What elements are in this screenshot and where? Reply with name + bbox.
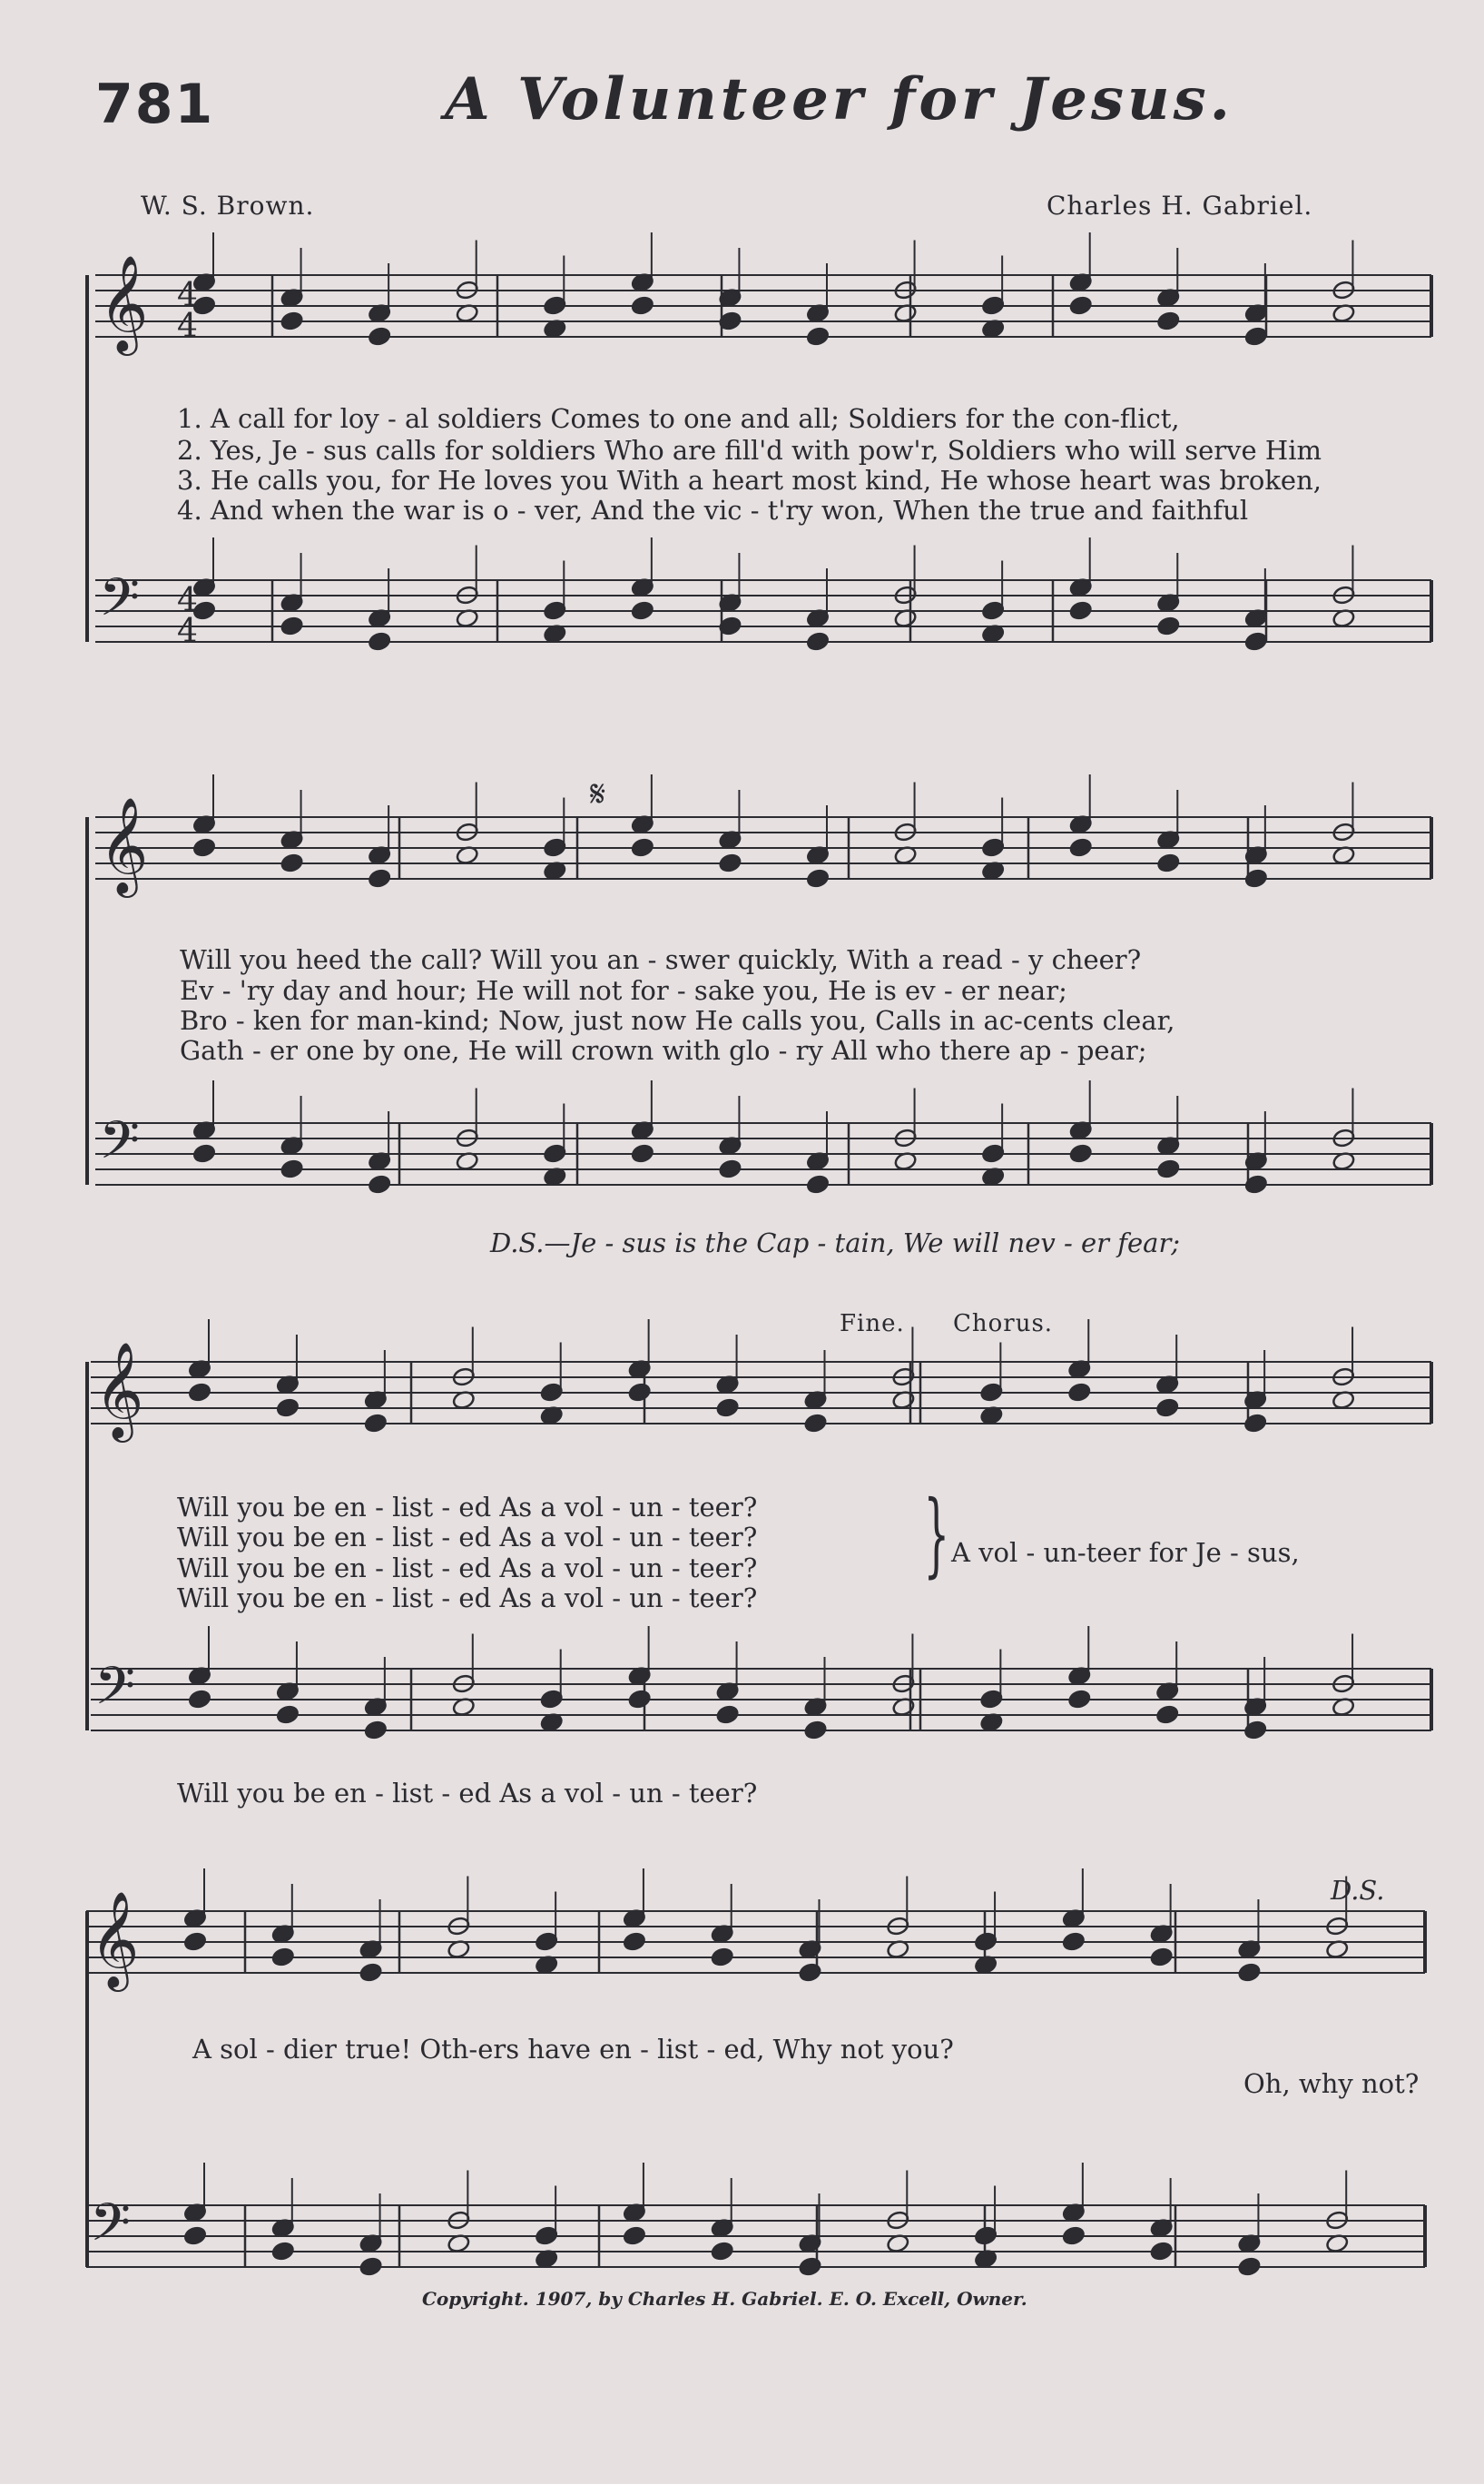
clef-symbol: 4 <box>177 582 198 619</box>
verse-4-line: 4. And when the war is o - ver, And the vic - t'ry won, When the true and faithful <box>177 495 1249 526</box>
chorus-lyric-line: A vol - un-teer for Je - sus, <box>951 1537 1300 1568</box>
clef-symbol: 𝄢 <box>99 567 141 641</box>
verse-2-line: Ev - 'ry day and hour; He will not for - sake you, He is ev - er near; <box>180 975 1067 1006</box>
note-head <box>623 1931 646 1952</box>
note-head <box>715 1704 739 1725</box>
note-head <box>806 326 830 347</box>
note-head <box>631 295 654 316</box>
note-head <box>280 616 303 636</box>
hymn-number: 781 <box>95 73 215 136</box>
copyright-notice: Copyright. 1907, by Charles H. Gabriel. E. O. Excell, Owner. <box>422 2288 1027 2310</box>
fine-label: Fine. <box>840 1310 905 1337</box>
note-head <box>718 1158 742 1179</box>
note-head <box>368 1174 391 1195</box>
verse-brace: } <box>923 1481 950 1587</box>
ds-lyric-line: D.S.—Je - sus is the Cap - tain, We will nev - er fear; <box>490 1227 1181 1258</box>
note-head <box>1156 310 1180 331</box>
note-head <box>1156 1158 1180 1179</box>
verse-1-line: Will you heed the call? Will you an - swer quickly, With a read - y cheer? <box>180 944 1142 975</box>
note-head <box>628 1689 652 1710</box>
note-head <box>1069 1143 1093 1164</box>
verse-4-line: Gath - er one by one, He will crown with glo - ry All who there ap - pear; <box>180 1035 1147 1066</box>
note-head <box>806 1174 830 1195</box>
note-head <box>1069 600 1093 621</box>
final-lyric-line: A sol - dier true! Oth-ers have en - list - ed, Why not you? <box>192 2034 954 2065</box>
note-head <box>718 853 742 873</box>
hymn-title: A Volunteer for Jesus. <box>445 65 1233 133</box>
segno-sign: 𝄋 <box>590 774 606 815</box>
note-head <box>188 1689 211 1710</box>
note-head <box>631 600 654 621</box>
verse-3-line: Will you be en - list - ed As a vol - un - teer? <box>177 1552 758 1583</box>
note-head <box>806 868 830 889</box>
note-head <box>364 1413 388 1434</box>
note-head <box>192 837 216 858</box>
note-head <box>188 1382 211 1403</box>
note-head <box>280 1158 303 1179</box>
verse-3-line: 3. He calls you, for He loves you With a heart most kind, He whose heart was broken, <box>177 465 1322 496</box>
verse-3-line: Bro - ken for man-kind; Now, just now He calls you, Calls in ac-cents clear, <box>180 1005 1175 1036</box>
note-head <box>1156 616 1180 636</box>
clef-symbol: 𝄞 <box>99 254 149 351</box>
note-head <box>1069 837 1093 858</box>
clef-symbol: 4 <box>177 613 198 650</box>
note-head <box>1237 2256 1261 2277</box>
chorus-label: Chorus. <box>953 1310 1054 1337</box>
note-head <box>359 1962 382 1983</box>
note-head <box>798 2256 821 2277</box>
note-head <box>183 2225 207 2246</box>
note-head <box>803 1413 827 1434</box>
note-head <box>271 2241 295 2262</box>
note-head <box>364 1720 388 1740</box>
clef-symbol: 𝄞 <box>90 1890 140 1987</box>
note-head <box>803 1720 827 1740</box>
clef-symbol: 𝄢 <box>94 1655 136 1730</box>
note-head <box>711 1947 734 1967</box>
ds-label: D.S. <box>1331 1875 1385 1906</box>
note-head <box>1156 853 1180 873</box>
note-head <box>798 1962 821 1983</box>
note-head <box>271 1947 295 1967</box>
echo-lyric: Oh, why not? <box>1243 2068 1420 2099</box>
note-head <box>276 1397 300 1418</box>
note-head <box>631 1143 654 1164</box>
note-head <box>1067 1382 1091 1403</box>
note-head <box>1069 295 1093 316</box>
note-head <box>1067 1689 1091 1710</box>
note-head <box>192 1143 216 1164</box>
note-head <box>631 837 654 858</box>
note-head <box>1244 631 1268 652</box>
bass-lyric-line: Will you be en - list - ed As a vol - un - teer? <box>177 1778 758 1809</box>
note-head <box>1062 1931 1086 1952</box>
note-head <box>368 631 391 652</box>
verse-2-line: 2. Yes, Je - sus calls for soldiers Who are fill'd with pow'r, Soldiers who will serve Him <box>177 435 1322 466</box>
clef-symbol: 𝄢 <box>99 1109 141 1184</box>
verse-4-line: Will you be en - list - ed As a vol - un - teer? <box>177 1582 758 1613</box>
note-head <box>1150 1947 1174 1967</box>
note-head <box>276 1704 300 1725</box>
note-head <box>623 2225 646 2246</box>
clef-symbol: 4 <box>177 277 198 314</box>
note-head <box>1150 2241 1174 2262</box>
composer: Charles H. Gabriel. <box>1047 191 1313 221</box>
note-head <box>1244 326 1268 347</box>
note-head <box>1062 2225 1086 2246</box>
note-head <box>628 1382 652 1403</box>
note-head <box>711 2241 734 2262</box>
clef-symbol: 4 <box>177 308 198 345</box>
clef-symbol: 𝄢 <box>90 2192 132 2266</box>
note-head <box>280 853 303 873</box>
note-head <box>715 1397 739 1418</box>
note-head <box>1237 1962 1261 1983</box>
clef-symbol: 𝄞 <box>94 1341 144 1438</box>
note-head <box>1155 1397 1179 1418</box>
note-head <box>1155 1704 1179 1725</box>
note-head <box>368 326 391 347</box>
verse-2-line: Will you be en - list - ed As a vol - un - teer? <box>177 1522 758 1552</box>
note-head <box>280 310 303 331</box>
note-head <box>183 1931 207 1952</box>
clef-symbol: 𝄞 <box>99 796 149 893</box>
lyricist: W. S. Brown. <box>141 191 315 221</box>
note-head <box>806 631 830 652</box>
note-head <box>359 2256 382 2277</box>
verse-1-line: 1. A call for loy - al soldiers Comes to one and all; Soldiers for the con-flict, <box>177 403 1180 434</box>
note-head <box>368 868 391 889</box>
verse-1-line: Will you be en - list - ed As a vol - un - teer? <box>177 1492 758 1523</box>
